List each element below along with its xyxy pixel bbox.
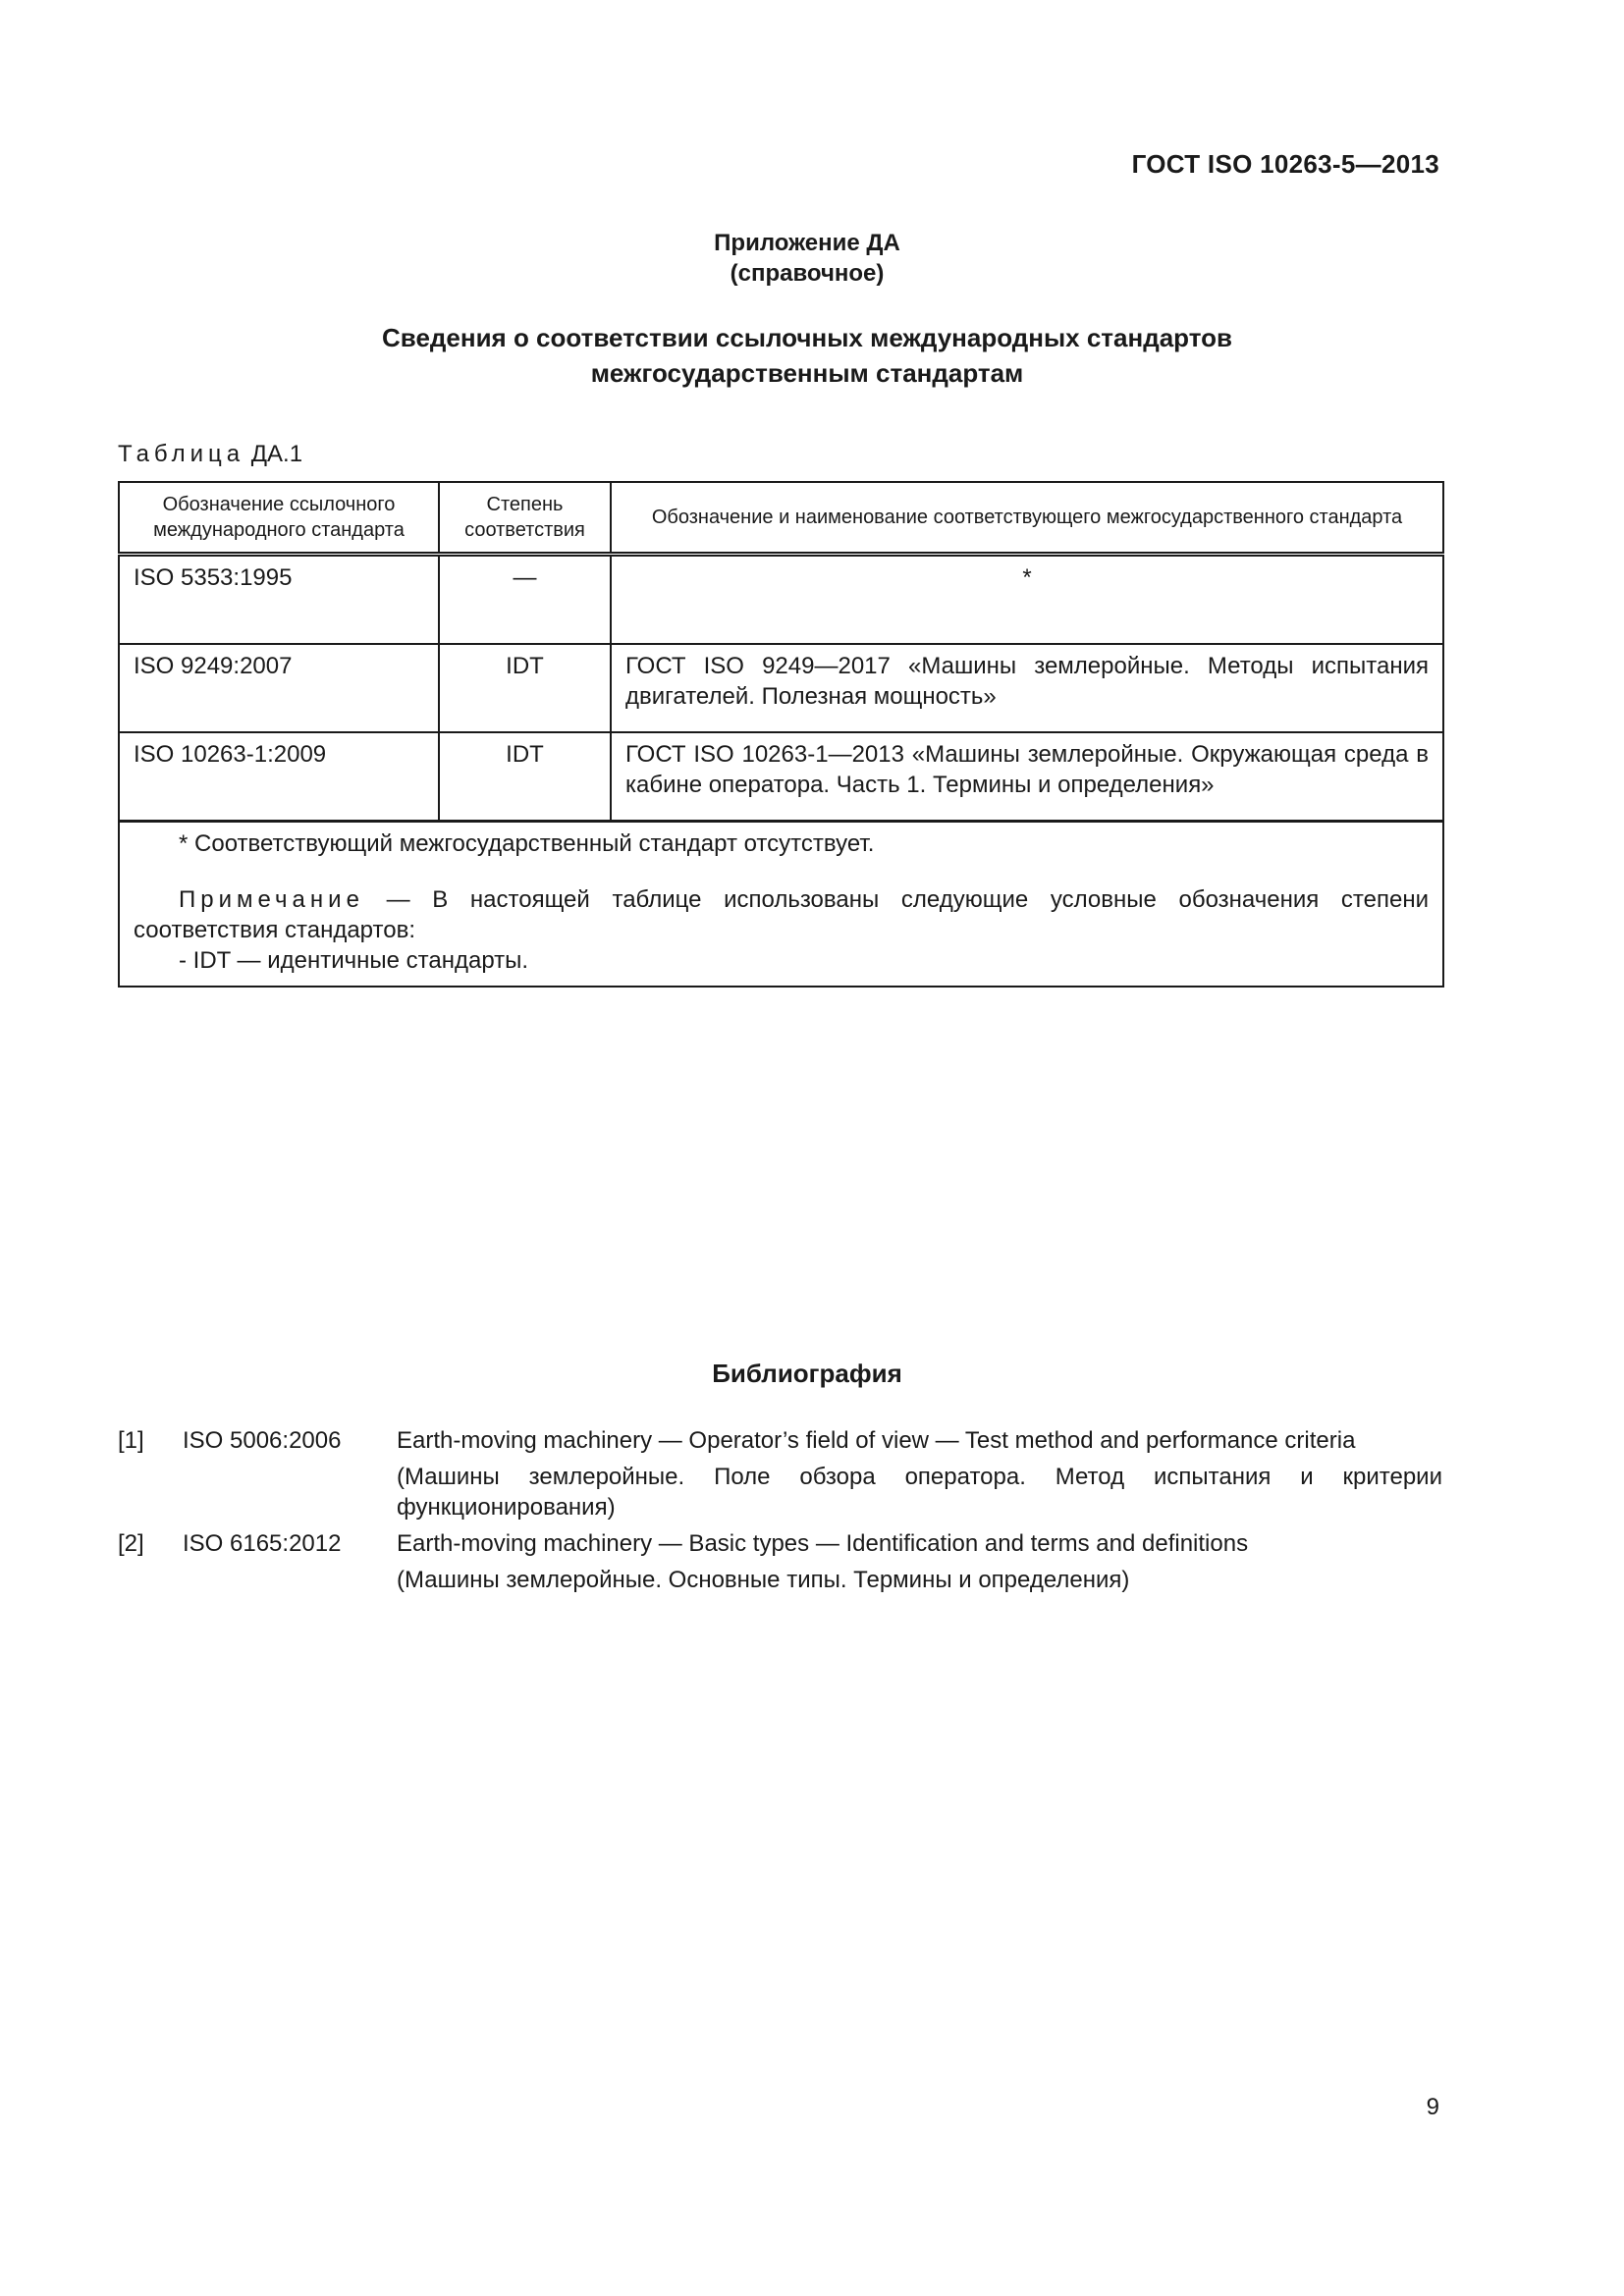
bib-code: ISO 6165:2012	[183, 1530, 342, 1557]
note-text: — В настоящей таблице использованы следующие условные обозначения степени соответствия стандартов:	[134, 886, 1429, 943]
table-caption-number: ДА.1	[250, 441, 303, 467]
cell-degree: IDT	[439, 732, 611, 822]
bib-code: ISO 5006:2006	[183, 1427, 342, 1454]
annex-heading	[0, 228, 1624, 289]
cell-ref: ISO 9249:2007	[119, 644, 439, 732]
correspondence-table	[118, 481, 1444, 988]
section-title	[0, 320, 1624, 391]
table-notes-row	[119, 822, 1443, 988]
note-label: Примечание	[179, 886, 364, 913]
bibliography-item	[118, 1425, 1442, 1522]
page-number: 9	[1426, 2094, 1439, 2120]
bibliography-item	[118, 1528, 1442, 1595]
bib-title-en: Earth-moving machinery — Basic types — Identification and terms and definitions	[397, 1530, 1249, 1557]
section-title-line-1: Сведения о соответствии ссылочных международных стандартов	[382, 323, 1232, 352]
header-ref-standard: Обозначение ссылочного международного стандарта	[119, 482, 439, 555]
header-national-standard: Обозначение и наименование соответствующего межгосударственного стандарта	[611, 482, 1443, 555]
document-code: ГОСТ ISO 10263-5—2013	[1131, 149, 1439, 179]
annex-subtitle: (справочное)	[730, 260, 885, 287]
bibliography-title	[0, 1359, 1624, 1389]
table-caption-word: Таблица	[118, 441, 245, 467]
section-title-line-2: межгосударственным стандартам	[590, 358, 1024, 388]
bib-title-ru: (Машины землеройные. Основные типы. Термины и определения)	[397, 1567, 1130, 1593]
bib-title-en: Earth-moving machinery — Operator’s field of view — Test method and performance criteria	[397, 1427, 1356, 1454]
table-header-row	[119, 482, 1443, 555]
cell-national: ГОСТ ISO 9249—2017 «Машины землеройные. Методы испытания двигателей. Полезная мощность»	[611, 644, 1443, 732]
cell-degree: IDT	[439, 644, 611, 732]
table-row	[119, 555, 1443, 645]
bibliography-list	[118, 1425, 1442, 1601]
table-caption	[118, 441, 302, 468]
bib-title-ru: (Машины землеройные. Поле обзора оператора. Метод испытания и критерии функционирования)	[397, 1464, 1442, 1521]
cell-national: *	[611, 555, 1443, 645]
table-footnote: * Соответствующий межгосударственный стандарт отсутствует.	[179, 830, 875, 857]
cell-ref: ISO 10263-1:2009	[119, 732, 439, 822]
cell-national: ГОСТ ISO 10263-1—2013 «Машины землеройные. Окружающая среда в кабине оператора. Часть 1. Термины и определения»	[611, 732, 1443, 822]
table-row	[119, 644, 1443, 732]
cell-degree: —	[439, 555, 611, 645]
table-notes	[119, 822, 1443, 988]
note-item: - IDT — идентичные стандарты.	[179, 947, 529, 974]
bib-number: [2]	[118, 1530, 144, 1557]
bib-text	[397, 1425, 1442, 1522]
annex-title: Приложение ДА	[714, 230, 900, 256]
table-note	[134, 884, 1429, 945]
table-row	[119, 732, 1443, 822]
bibliography-title-text: Библиография	[712, 1359, 902, 1388]
bib-text	[397, 1528, 1442, 1595]
header-degree: Степень соответствия	[439, 482, 611, 555]
bib-number: [1]	[118, 1427, 144, 1454]
cell-ref: ISO 5353:1995	[119, 555, 439, 645]
